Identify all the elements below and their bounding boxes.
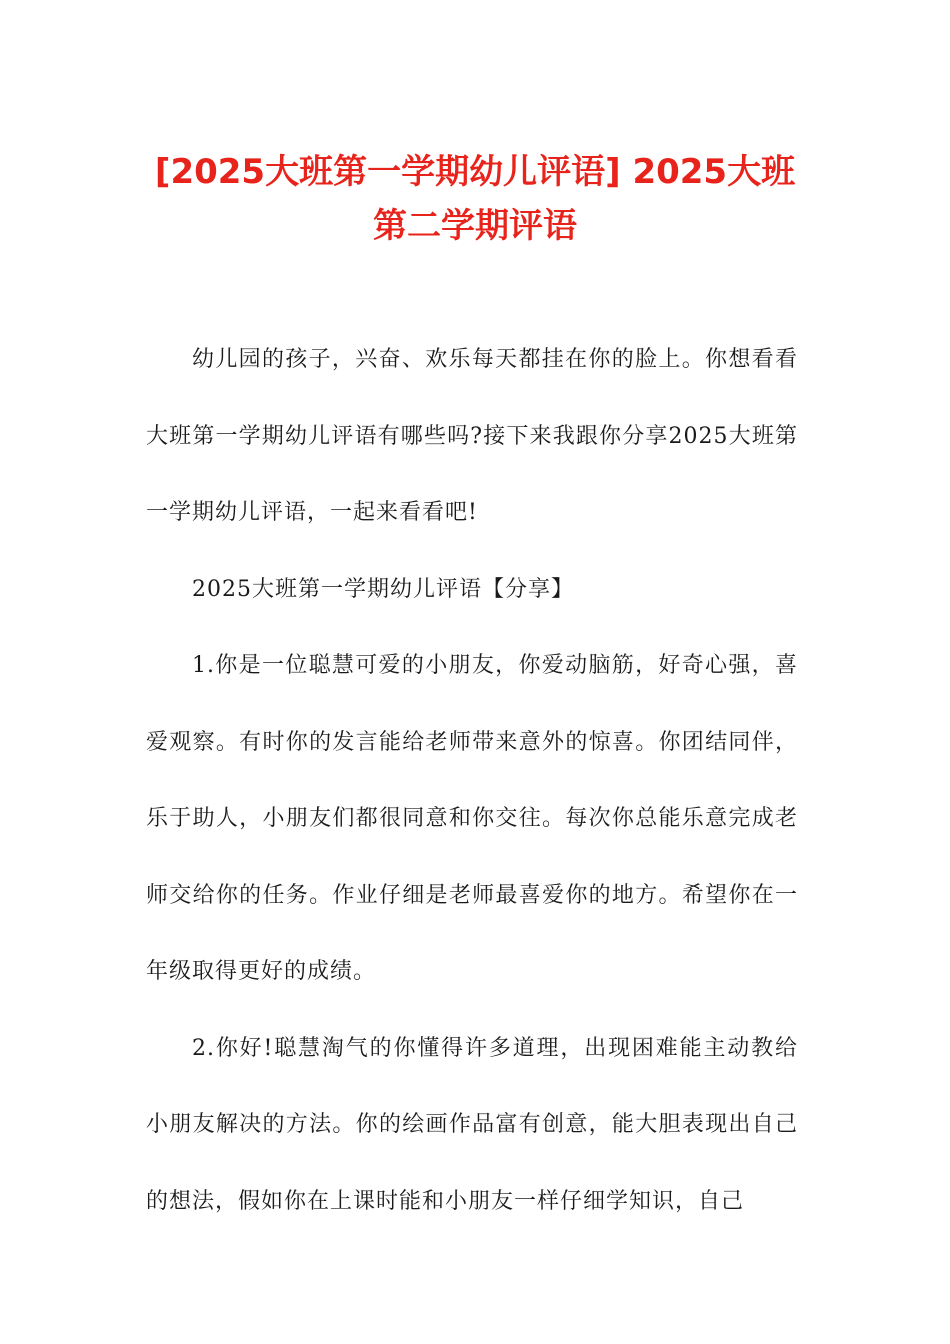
intro-paragraph: 幼儿园的孩子，兴奋、欢乐每天都挂在你的脸上。你想看看大班第一学期幼儿评语有哪些吗?接下来我跟你分享2025大班第一学期幼儿评语，一起来看看吧! bbox=[146, 347, 798, 525]
document-title: [2025大班第一学期幼儿评语] 2025大班第二学期评语 bbox=[154, 152, 796, 246]
comment-paragraph-1: 1.你是一位聪慧可爱的小朋友，你爱动脑筋，好奇心强，喜爱观察。有时你的发言能给老师带来意外的惊喜。你团结同伴，乐于助人，小朋友们都很同意和你交往。每次你总能乐意完成老师交给你的任务。作业仔细是老师最喜爱你的地方。希望你在一年级取得更好的成绩。 bbox=[146, 653, 798, 984]
section-heading: 2025大班第一学期幼儿评语【分享】 bbox=[192, 576, 574, 602]
document-body bbox=[146, 322, 798, 1240]
comment-paragraph-2: 2.你好!聪慧淘气的你懂得许多道理，出现困难能主动教给小朋友解决的方法。你的绘画作品富有创意，能大胆表现出自己的想法，假如你在上课时能和小朋友一样仔细学知识，自己 bbox=[146, 1035, 798, 1214]
